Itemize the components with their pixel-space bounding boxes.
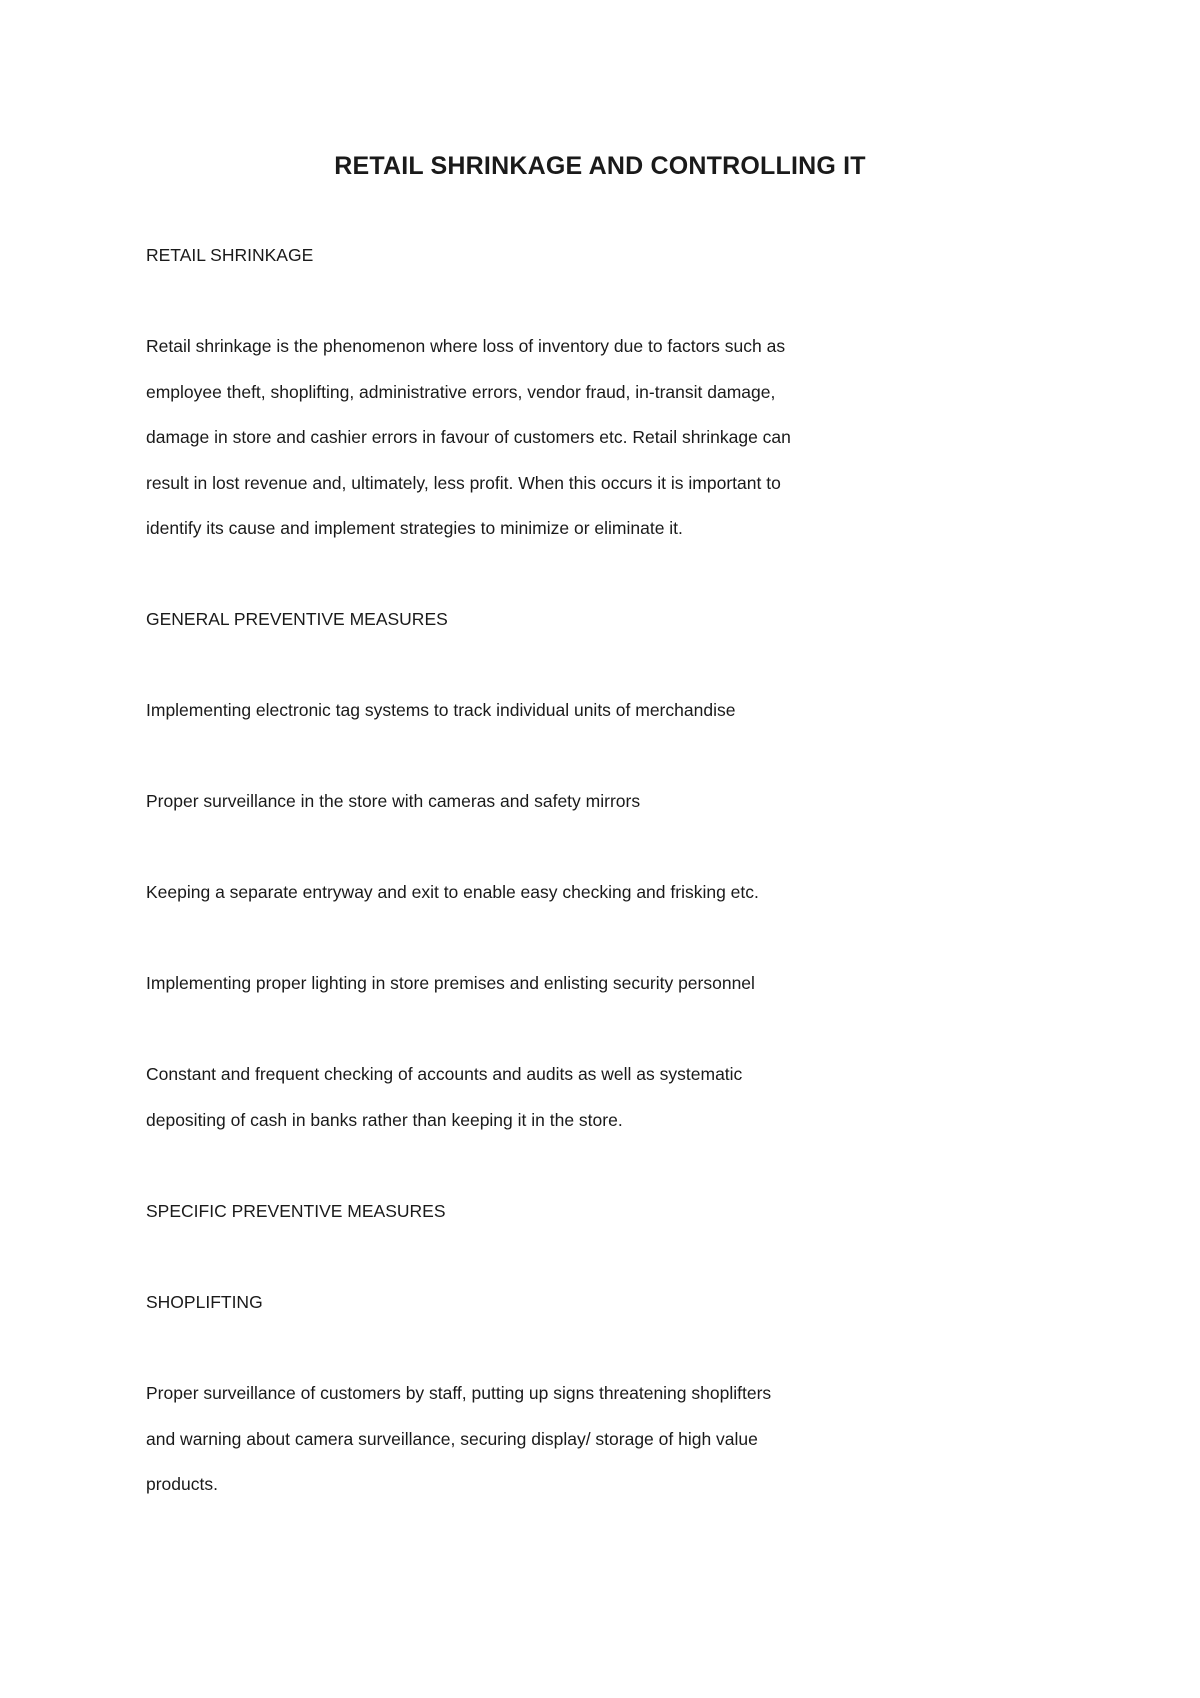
paragraph-line: and warning about camera surveillance, securing display/ storage of high value — [146, 1429, 758, 1449]
list-item-line: Constant and frequent checking of accounts and audits as well as systematic — [146, 1064, 743, 1084]
section-heading-specific-preventive-measures: SPECIFIC PREVENTIVE MEASURES — [146, 1201, 446, 1221]
paragraph-line: Proper surveillance of customers by staff, putting up signs threatening shoplifters — [146, 1383, 772, 1403]
list-item: Implementing proper lighting in store premises and enlisting security personnel — [146, 973, 755, 993]
paragraph-line: products. — [146, 1474, 218, 1494]
list-item-line: depositing of cash in banks rather than keeping it in the store. — [146, 1110, 623, 1130]
list-item: Keeping a separate entryway and exit to enable easy checking and frisking etc. — [146, 882, 759, 902]
document-title: RETAIL SHRINKAGE AND CONTROLLING IT — [334, 152, 866, 180]
section-heading-retail-shrinkage: RETAIL SHRINKAGE — [146, 245, 314, 265]
list-item: Implementing electronic tag systems to track individual units of merchandise — [146, 700, 736, 720]
paragraph-line: result in lost revenue and, ultimately, less profit. When this occurs it is important to — [146, 473, 781, 493]
list-item: Proper surveillance in the store with cameras and safety mirrors — [146, 791, 641, 811]
paragraph-line: employee theft, shoplifting, administrative errors, vendor fraud, in-transit damage, — [146, 382, 776, 402]
paragraph-line: damage in store and cashier errors in favour of customers etc. Retail shrinkage can — [146, 427, 791, 447]
paragraph-line: identify its cause and implement strategies to minimize or eliminate it. — [146, 518, 683, 538]
paragraph-line: Retail shrinkage is the phenomenon where loss of inventory due to factors such as — [146, 336, 786, 356]
section-heading-general-preventive-measures: GENERAL PREVENTIVE MEASURES — [146, 609, 448, 629]
subsection-heading-shoplifting: SHOPLIFTING — [146, 1292, 263, 1312]
